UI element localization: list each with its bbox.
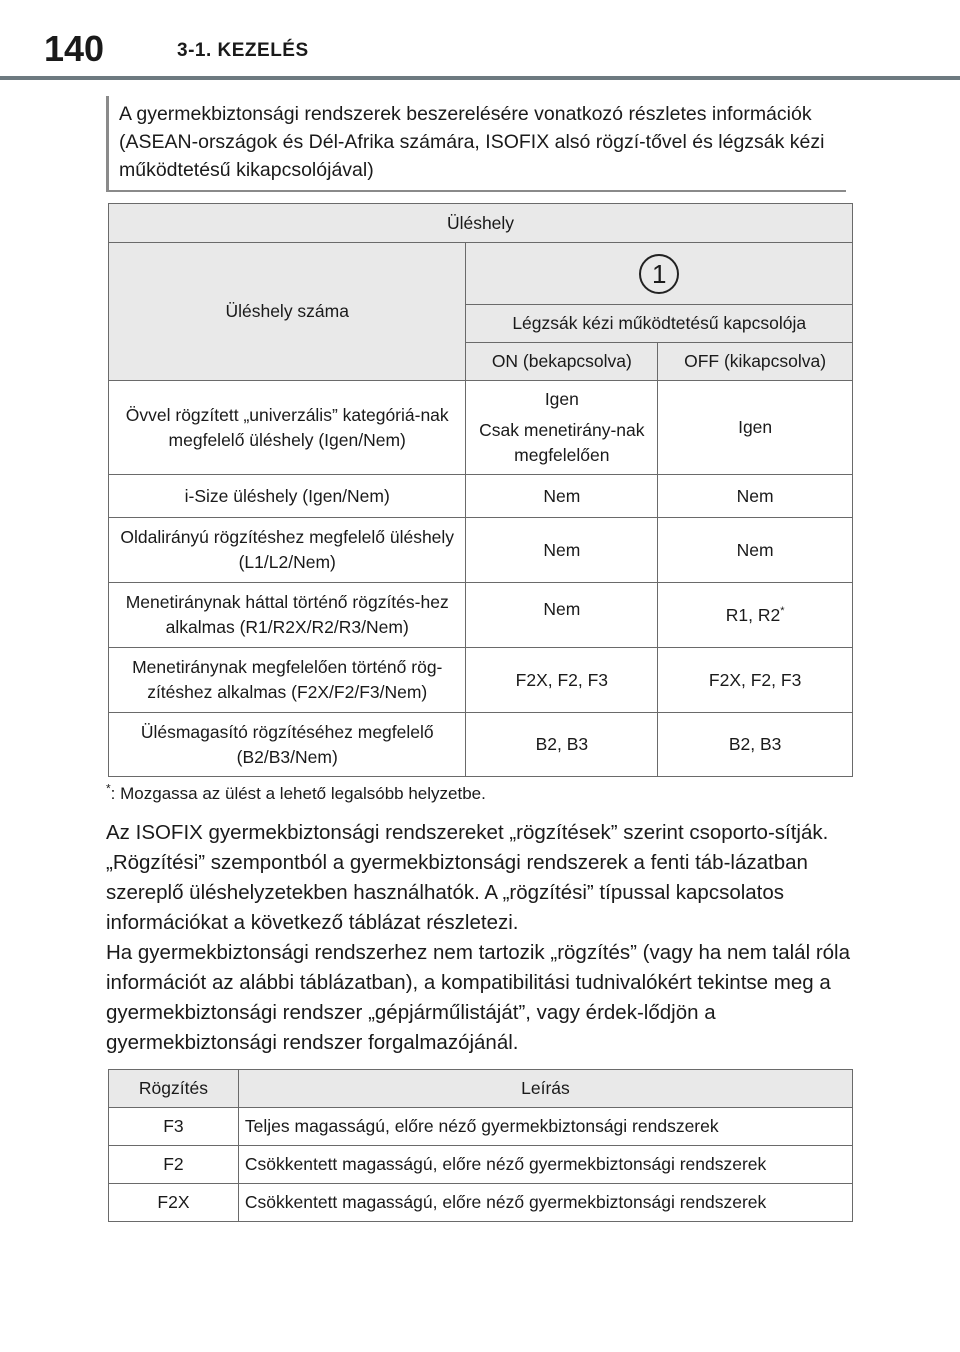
seat-position-table bbox=[108, 203, 853, 777]
box-title: A gyermekbiztonsági rendszerek beszerelésére vonatkozó részletes információk (ASEAN-országok és Dél-Afrika számára, ISOFIX alsó rögzí-tővel és légzsák kézi működtetésű kikapcsolójával) bbox=[106, 96, 846, 192]
seat-number-label: Üléshely száma bbox=[109, 243, 466, 381]
table-row bbox=[109, 583, 853, 648]
row-off-value: Nem bbox=[658, 475, 853, 518]
table-row bbox=[109, 1146, 853, 1184]
row-on-value: Nem bbox=[466, 518, 658, 583]
row-label: Övvel rögzített „univerzális” kategóriá-nak megfelelő üléshely (Igen/Nem) bbox=[109, 381, 466, 475]
row-off-value bbox=[658, 583, 853, 648]
row-label: Menetiránynak háttal történő rögzítés-hez alkalmas (R1/R2X/R2/R3/Nem) bbox=[109, 583, 466, 648]
seat-number-cell bbox=[466, 243, 853, 305]
row-on-value: Nem bbox=[466, 583, 658, 648]
table-row bbox=[109, 475, 853, 518]
section-title: 3-1. KEZELÉS bbox=[177, 40, 309, 61]
off-label: OFF (kikapcsolva) bbox=[658, 343, 853, 381]
table-title: Üléshely bbox=[109, 204, 853, 243]
paragraph: Az ISOFIX gyermekbiztonsági rendszereket „rögzítések” szerint csoporto-sítják. „Rögzítési” szempontból a gyermekbiztonsági rendszerek a fenti táb-lázatban szereplő üléshelyzetekben használhatók. A „rögzítési” típussal kapcsolatos információkat a következő táblázat részletezi. bbox=[106, 821, 829, 934]
table-row bbox=[109, 1184, 853, 1222]
footnote-text: : Mozgassa az ülést a lehető legalsóbb helyzetbe. bbox=[110, 784, 486, 803]
column-header: Rögzítés bbox=[109, 1070, 239, 1108]
row-label: Ülésmagasító rögzítéséhez megfelelő (B2/B3/Nem) bbox=[109, 713, 466, 777]
table-row bbox=[109, 381, 853, 475]
fixture-description: Csökkentett magasságú, előre néző gyermekbiztonsági rendszerek bbox=[238, 1184, 852, 1222]
fixture-description: Csökkentett magasságú, előre néző gyermekbiztonsági rendszerek bbox=[238, 1146, 852, 1184]
row-off-text: R1, R2 bbox=[725, 604, 781, 625]
footnote bbox=[106, 781, 486, 804]
page-header bbox=[0, 0, 960, 80]
switch-label: Légzsák kézi működtetésű kapcsolója bbox=[466, 305, 853, 343]
fixture-code: F3 bbox=[109, 1108, 239, 1146]
page-number: 140 bbox=[44, 28, 105, 69]
table-row bbox=[109, 713, 853, 777]
header-divider bbox=[0, 76, 960, 80]
fixture-description: Teljes magasságú, előre néző gyermekbiztonsági rendszerek bbox=[238, 1108, 852, 1146]
row-on-value bbox=[466, 381, 658, 475]
row-on-value: Nem bbox=[466, 475, 658, 518]
row-label: Oldalirányú rögzítéshez megfelelő üléshely (L1/L2/Nem) bbox=[109, 518, 466, 583]
fixture-code: F2 bbox=[109, 1146, 239, 1184]
table-row bbox=[109, 648, 853, 713]
row-off-value: F2X, F2, F3 bbox=[658, 648, 853, 713]
table-row bbox=[109, 518, 853, 583]
body-text bbox=[106, 818, 856, 1058]
on-label: ON (bekapcsolva) bbox=[466, 343, 658, 381]
row-on-line2: Csak menetirány-nak megfelelően bbox=[479, 420, 645, 465]
row-label: i-Size üléshely (Igen/Nem) bbox=[109, 475, 466, 518]
column-header: Leírás bbox=[238, 1070, 852, 1108]
paragraph: Ha gyermekbiztonsági rendszerhez nem tartozik „rögzítés” (vagy ha nem talál róla információt az alábbi táblázatban), a kompatibilitási tudnivalókért tekintse meg a gyermekbiztonsági rendszer „gépjárműlistáját”, vagy érdek-lődjön a gyermekbiztonsági rendszer forgalmazójánál. bbox=[106, 941, 851, 1054]
row-on-line1: Igen bbox=[544, 389, 579, 409]
table-row bbox=[109, 1108, 853, 1146]
row-on-value: F2X, F2, F3 bbox=[466, 648, 658, 713]
row-on-value: B2, B3 bbox=[466, 713, 658, 777]
footnote-mark: * bbox=[106, 781, 111, 796]
row-off-value: B2, B3 bbox=[658, 713, 853, 777]
row-off-value: Igen bbox=[658, 381, 853, 475]
seat-number-badge: 1 bbox=[639, 254, 679, 294]
row-label: Menetiránynak megfelelően történő rög-zítéshez alkalmas (F2X/F2/F3/Nem) bbox=[109, 648, 466, 713]
fixture-code: F2X bbox=[109, 1184, 239, 1222]
row-off-value: Nem bbox=[658, 518, 853, 583]
footnote-mark: * bbox=[780, 604, 785, 617]
fixture-table bbox=[108, 1069, 853, 1222]
